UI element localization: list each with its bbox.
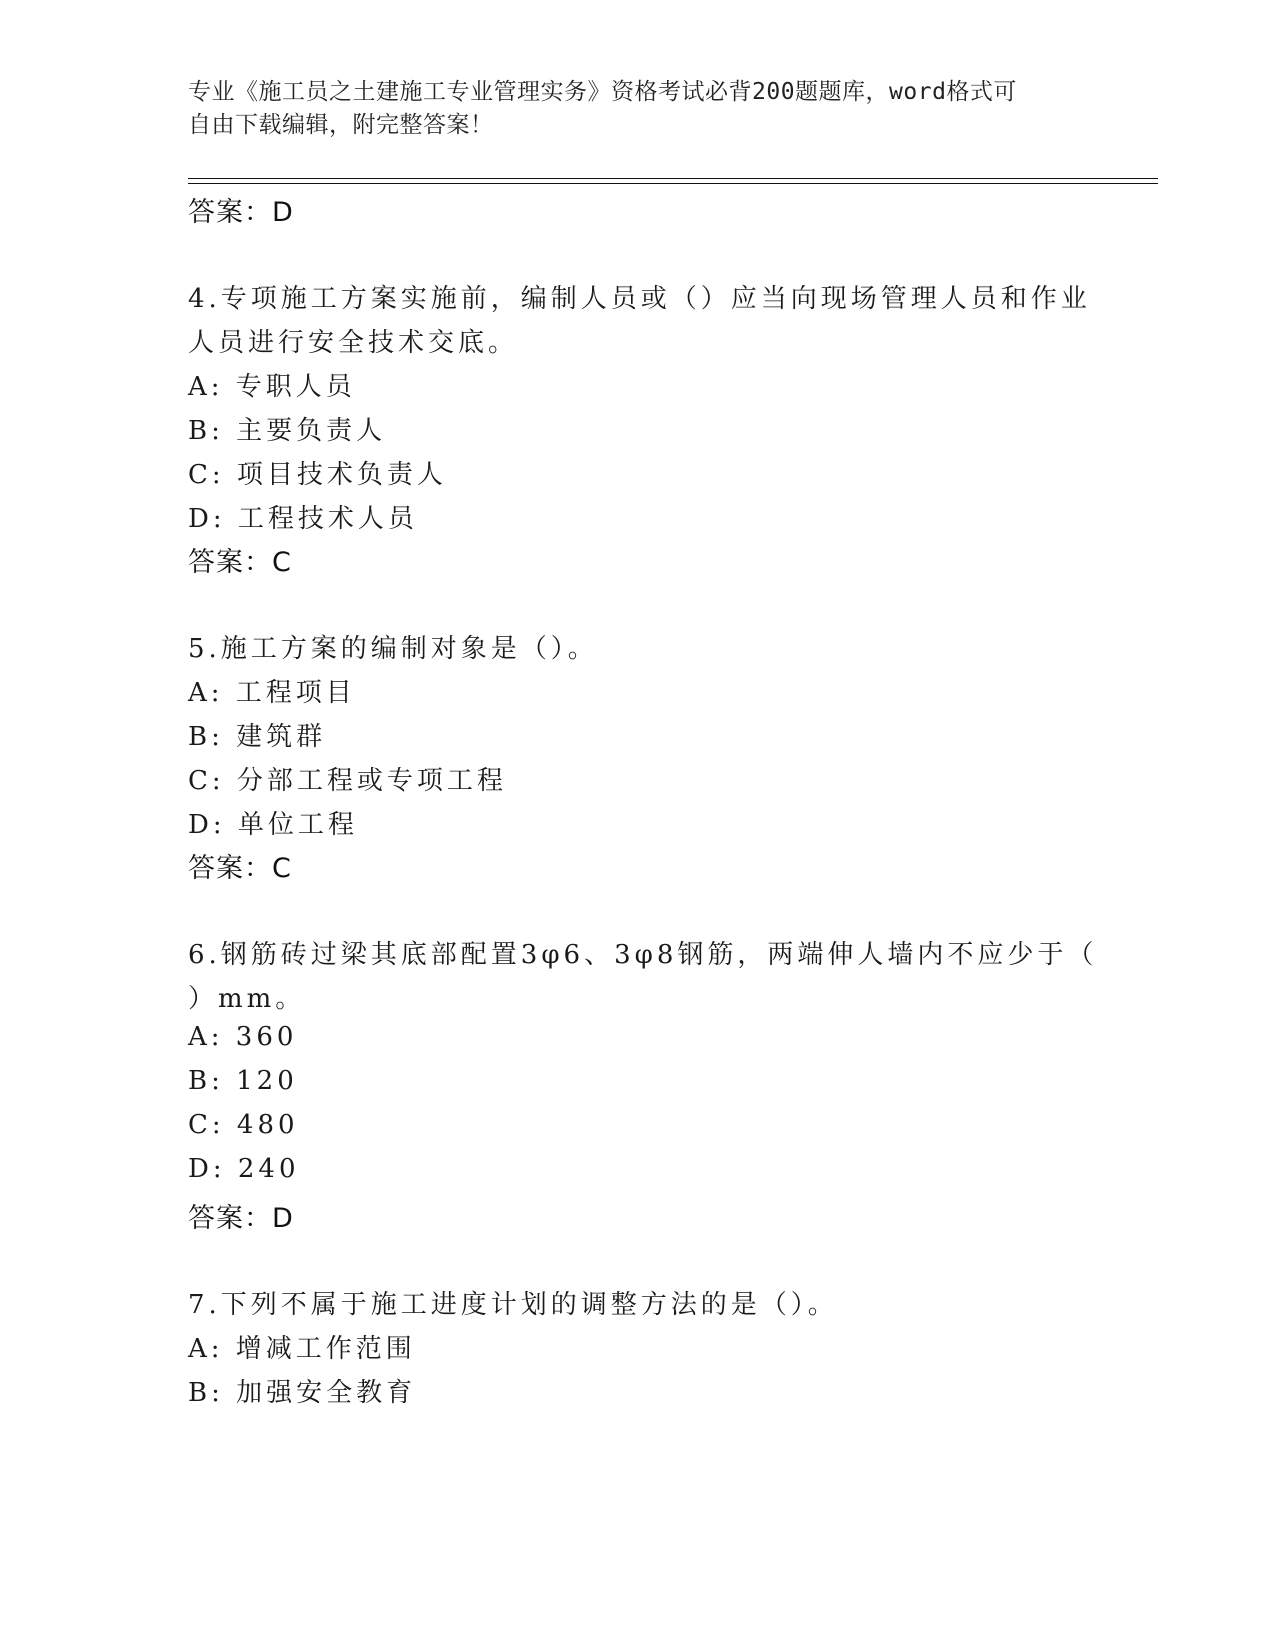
header-line-2: 自由下载编辑，附完整答案！ bbox=[188, 112, 494, 138]
question-5-option-c: C: 分部工程或专项工程 bbox=[188, 766, 507, 796]
header-divider-top bbox=[188, 178, 1158, 179]
question-6-option-c: C: 480 bbox=[188, 1110, 299, 1140]
question-7-option-b: B: 加强安全教育 bbox=[188, 1378, 417, 1408]
question-6-option-d: D: 240 bbox=[188, 1154, 300, 1184]
question-4-text-line-1: 4.专项施工方案实施前，编制人员或（）应当向现场管理人员和作业 bbox=[188, 284, 1091, 314]
document-header bbox=[188, 76, 1068, 142]
question-6-text-line-2: ）mm。 bbox=[188, 984, 306, 1014]
header-line-1: 专业《施工员之土建施工专业管理实务》资格考试必背200题题库，word格式可 bbox=[188, 79, 1017, 105]
question-6-option-a: A: 360 bbox=[188, 1022, 298, 1052]
answer-4: 答案：C bbox=[188, 547, 292, 578]
question-4-option-c: C: 项目技术负责人 bbox=[188, 460, 447, 490]
header-divider-bottom bbox=[188, 183, 1158, 184]
question-4-option-b: B: 主要负责人 bbox=[188, 416, 387, 446]
question-5-option-a: A: 工程项目 bbox=[188, 678, 356, 708]
question-4-option-d: D: 工程技术人员 bbox=[188, 504, 418, 534]
question-7-text: 7.下列不属于施工进度计划的调整方法的是（）。 bbox=[188, 1290, 838, 1320]
question-5-option-d: D: 单位工程 bbox=[188, 810, 358, 840]
answer-3: 答案：D bbox=[188, 197, 294, 228]
question-5-option-b: B: 建筑群 bbox=[188, 722, 327, 752]
question-7-option-a: A: 增减工作范围 bbox=[188, 1334, 416, 1364]
question-6-option-b: B: 120 bbox=[188, 1066, 298, 1096]
question-4-option-a: A: 专职人员 bbox=[188, 372, 356, 402]
question-6-text-line-1: 6.钢筋砖过梁其底部配置3φ6、3φ8钢筋，两端伸人墙内不应少于（ bbox=[188, 940, 1098, 970]
question-5-text: 5.施工方案的编制对象是（）。 bbox=[188, 634, 598, 664]
answer-6: 答案：D bbox=[188, 1203, 294, 1234]
question-4-text-line-2: 人员进行安全技术交底。 bbox=[188, 328, 519, 358]
answer-5: 答案：C bbox=[188, 853, 292, 884]
